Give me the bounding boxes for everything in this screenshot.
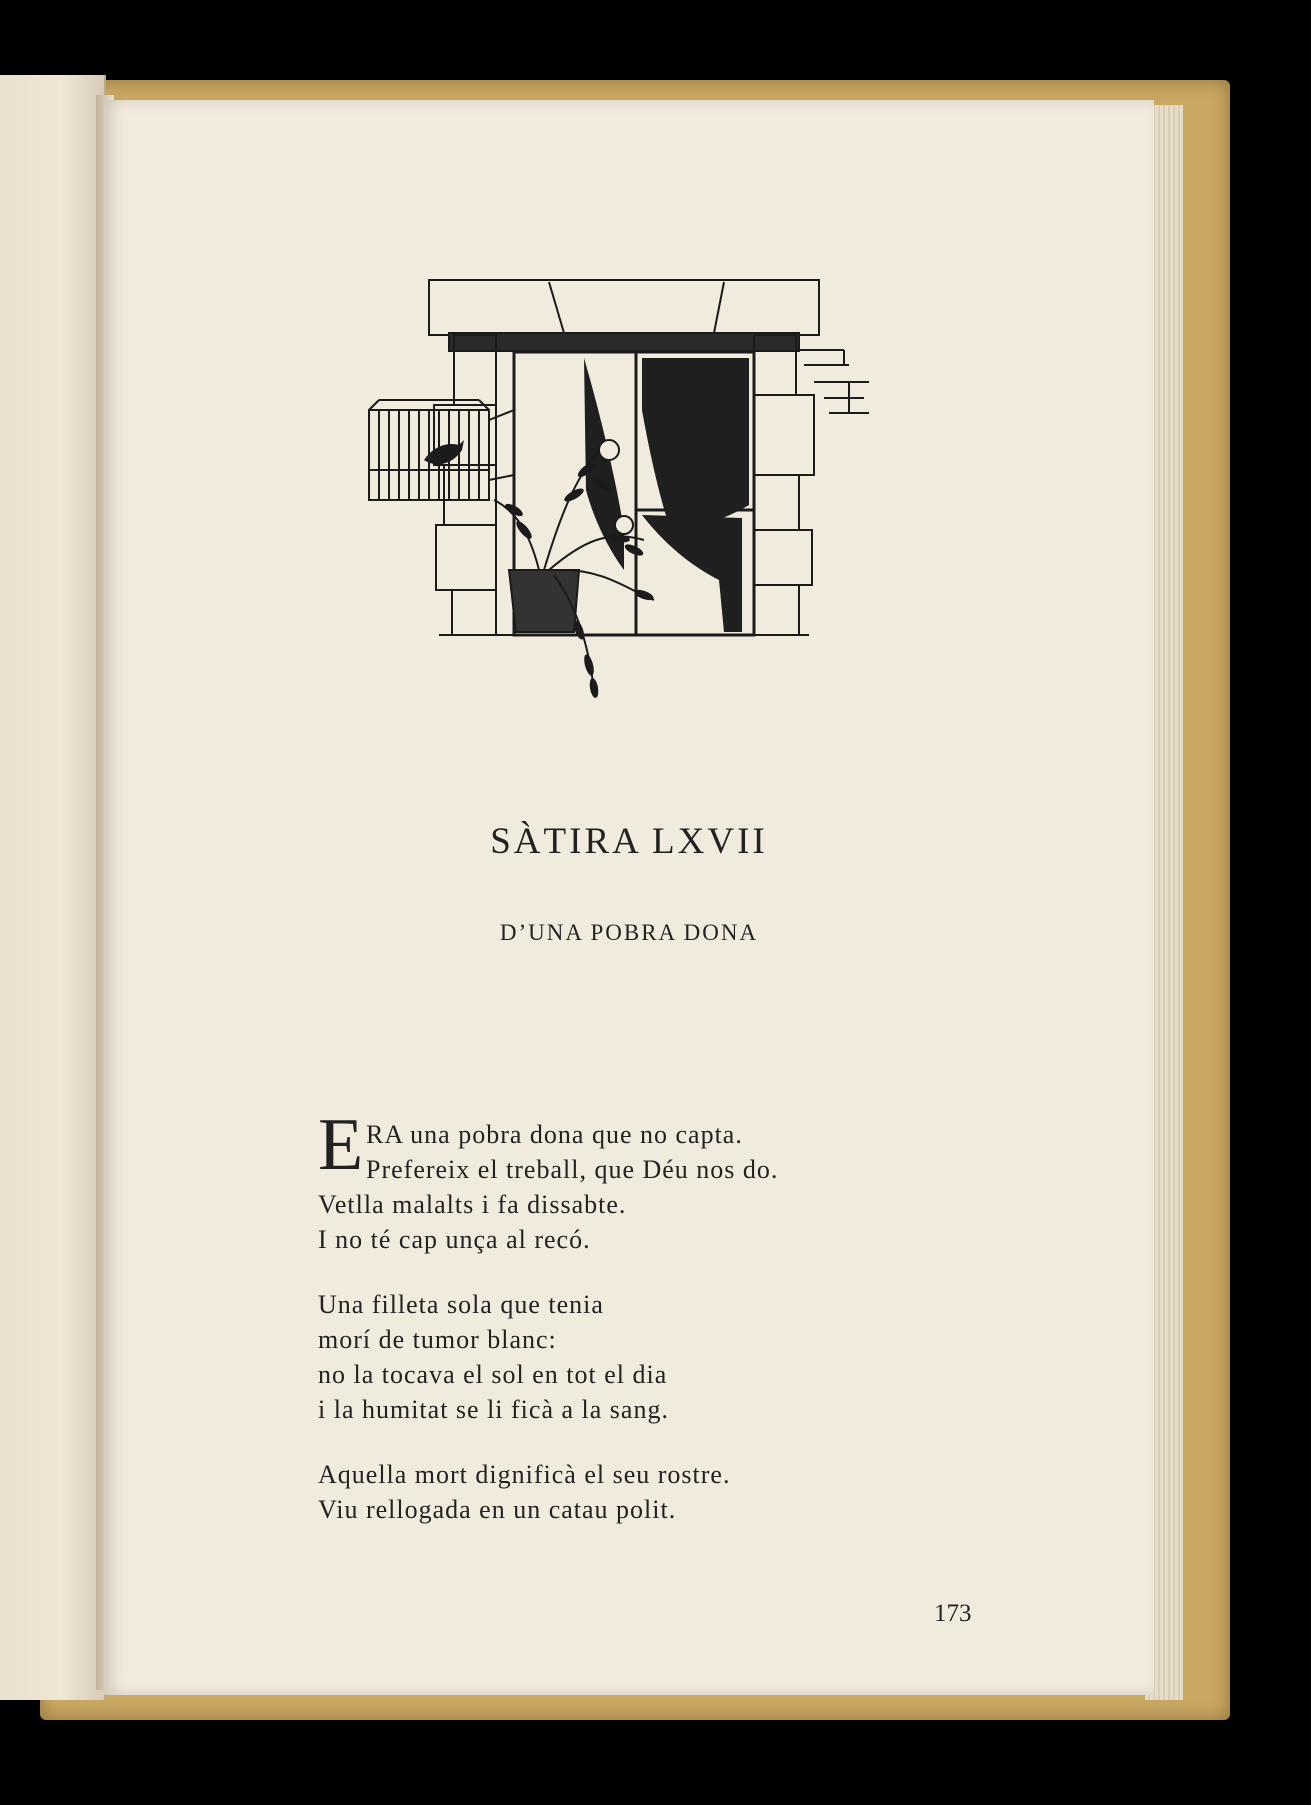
window-illustration-icon [324, 270, 904, 710]
poem-subtitle: D’UNA POBRA DONA [499, 920, 759, 945]
poem-line: Prefereix el treball, que Déu nos do. [366, 1155, 779, 1184]
drop-cap: E [318, 1104, 364, 1186]
poem-line: Aquella mort dignificà el seu rostre. [318, 1460, 731, 1489]
poem-line: i la humitat se li ficà a la sang. [318, 1395, 669, 1424]
poem-line: I no té cap unça al recó. [318, 1225, 591, 1254]
poem-line: RA una pobra dona que no capta. [366, 1120, 743, 1149]
page-title: SÀTIRA LXVII [490, 821, 768, 862]
poem-line: Viu rellogada en un catau polit. [318, 1495, 677, 1524]
poem-line: Vetlla malalts i fa dissabte. [318, 1190, 627, 1219]
poem-line: no la tocava el sol en tot el dia [318, 1360, 668, 1389]
poem-line: Una filleta sola que tenia [318, 1290, 604, 1319]
right-page [104, 100, 1154, 1695]
poem-line: morí de tumor blanc: [318, 1325, 557, 1354]
page-number: 173 [934, 1600, 972, 1627]
left-page [0, 75, 106, 1700]
